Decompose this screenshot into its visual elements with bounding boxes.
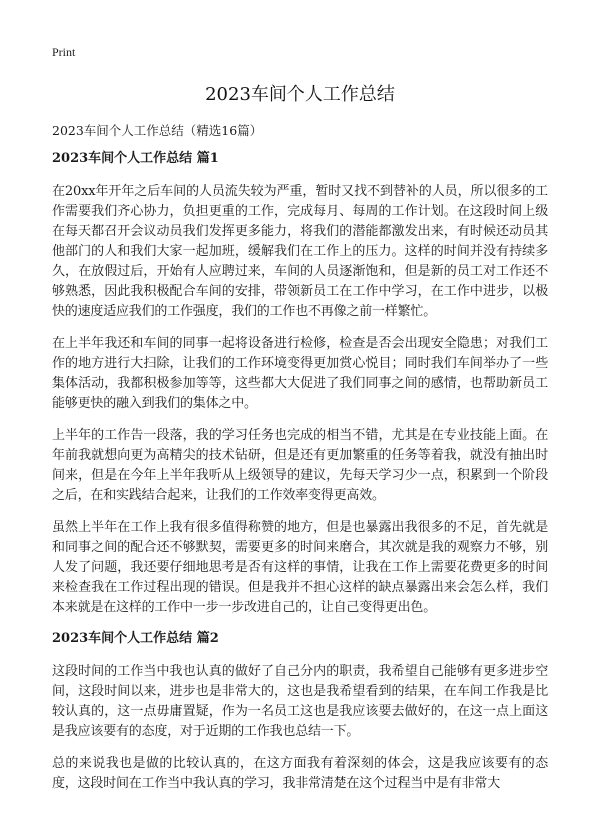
section-heading: 2023车间个人工作总结 篇2	[52, 631, 219, 646]
document-subtitle: 2023车间个人工作总结（精选16篇）	[52, 123, 263, 138]
paragraph: 总的来说我也是做的比较认真的，在这方面我有着深刻的体会，这是我应该要有的态度，这段时间在工作当中我认真的学习，我非常清楚在这个过程当中是有非常大	[52, 756, 548, 791]
section-1	[52, 150, 548, 618]
paragraph: 在20xx年开年之后车间的人员流失较为严重，暂时又找不到替补的人员，所以很多的工作需要我们齐心协力，负担更重的工作，完成每月、每周的工作计划。在这段时间上级在每天都召开会议动员我们发挥更多能力，将我们的潜能都激发出来，有时候还动员其他部门的人和我们大家一起加班，缓解我们在工作上的压力。这样的时间并没有持续多久，在放假过后，开始有人应聘过来，车间的人员逐渐饱和，但是新的员工对工作还不够熟悉，因此我积极配合车间的安排，带领新员工在工作中学习，在工作中进步，以极快的速度适应我们的工作强度，我们的工作也不再像之前一样繁忙。	[52, 184, 548, 319]
section-2	[52, 630, 548, 794]
paragraph: 上半年的工作告一段落，我的学习任务也完成的相当不错，尤其是在专业技能上面。在年前我就想向更为高精尖的技术钻研，但是还有更加繁重的任务等着我，就没有抽出时间来，但是在今年上半年我听从上级领导的建议，先每天学习少一点，积累到一个阶段之后，在和实践结合起来，让我们的工作效率变得更高效。	[52, 428, 548, 503]
document-title: 2023车间个人工作总结	[205, 84, 395, 105]
section-heading: 2023车间个人工作总结 篇1	[52, 151, 219, 166]
print-link[interactable]: Print	[52, 45, 76, 59]
document-body	[52, 150, 548, 806]
paragraph: 在上半年我还和车间的同事一起将设备进行检修，检查是否会出现安全隐患；对我们工作的地方进行大扫除，让我们的工作环境变得更加赏心悦目；同时我们车间举办了一些集体活动，我都积极参加等等，这些都大大促进了我们同事之间的感情，也帮助新员工能够更快的融入到我们的集体之中。	[52, 336, 548, 411]
paragraph: 虽然上半年在工作上我有很多值得称赞的地方，但是也暴露出我很多的不足，首先就是和同事之间的配合还不够默契，需要更多的时间来磨合，其次就是我的观察力不够，别人发了问题，我还要仔细地思考是否有这样的事情，让我在工作上需要花费更多的时间来检查我在工作过程出现的错误。但是我并不担心这样的缺点暴露出来会怎么样，我们本来就是在这样的工作中一步一步改进自己的，让自己变得更出色。	[52, 520, 548, 615]
paragraph: 这段时间的工作当中我也认真的做好了自己分内的职责，我希望自己能够有更多进步空间，这段时间以来，进步也是非常大的，这也是我希望看到的结果，在车间工作我是比较认真的，这一点毋庸置疑，作为一名员工这也是我应该要去做好的，在这一点上面这是我应该要有的态度，对于近期的工作我也总结一下。	[52, 664, 548, 739]
